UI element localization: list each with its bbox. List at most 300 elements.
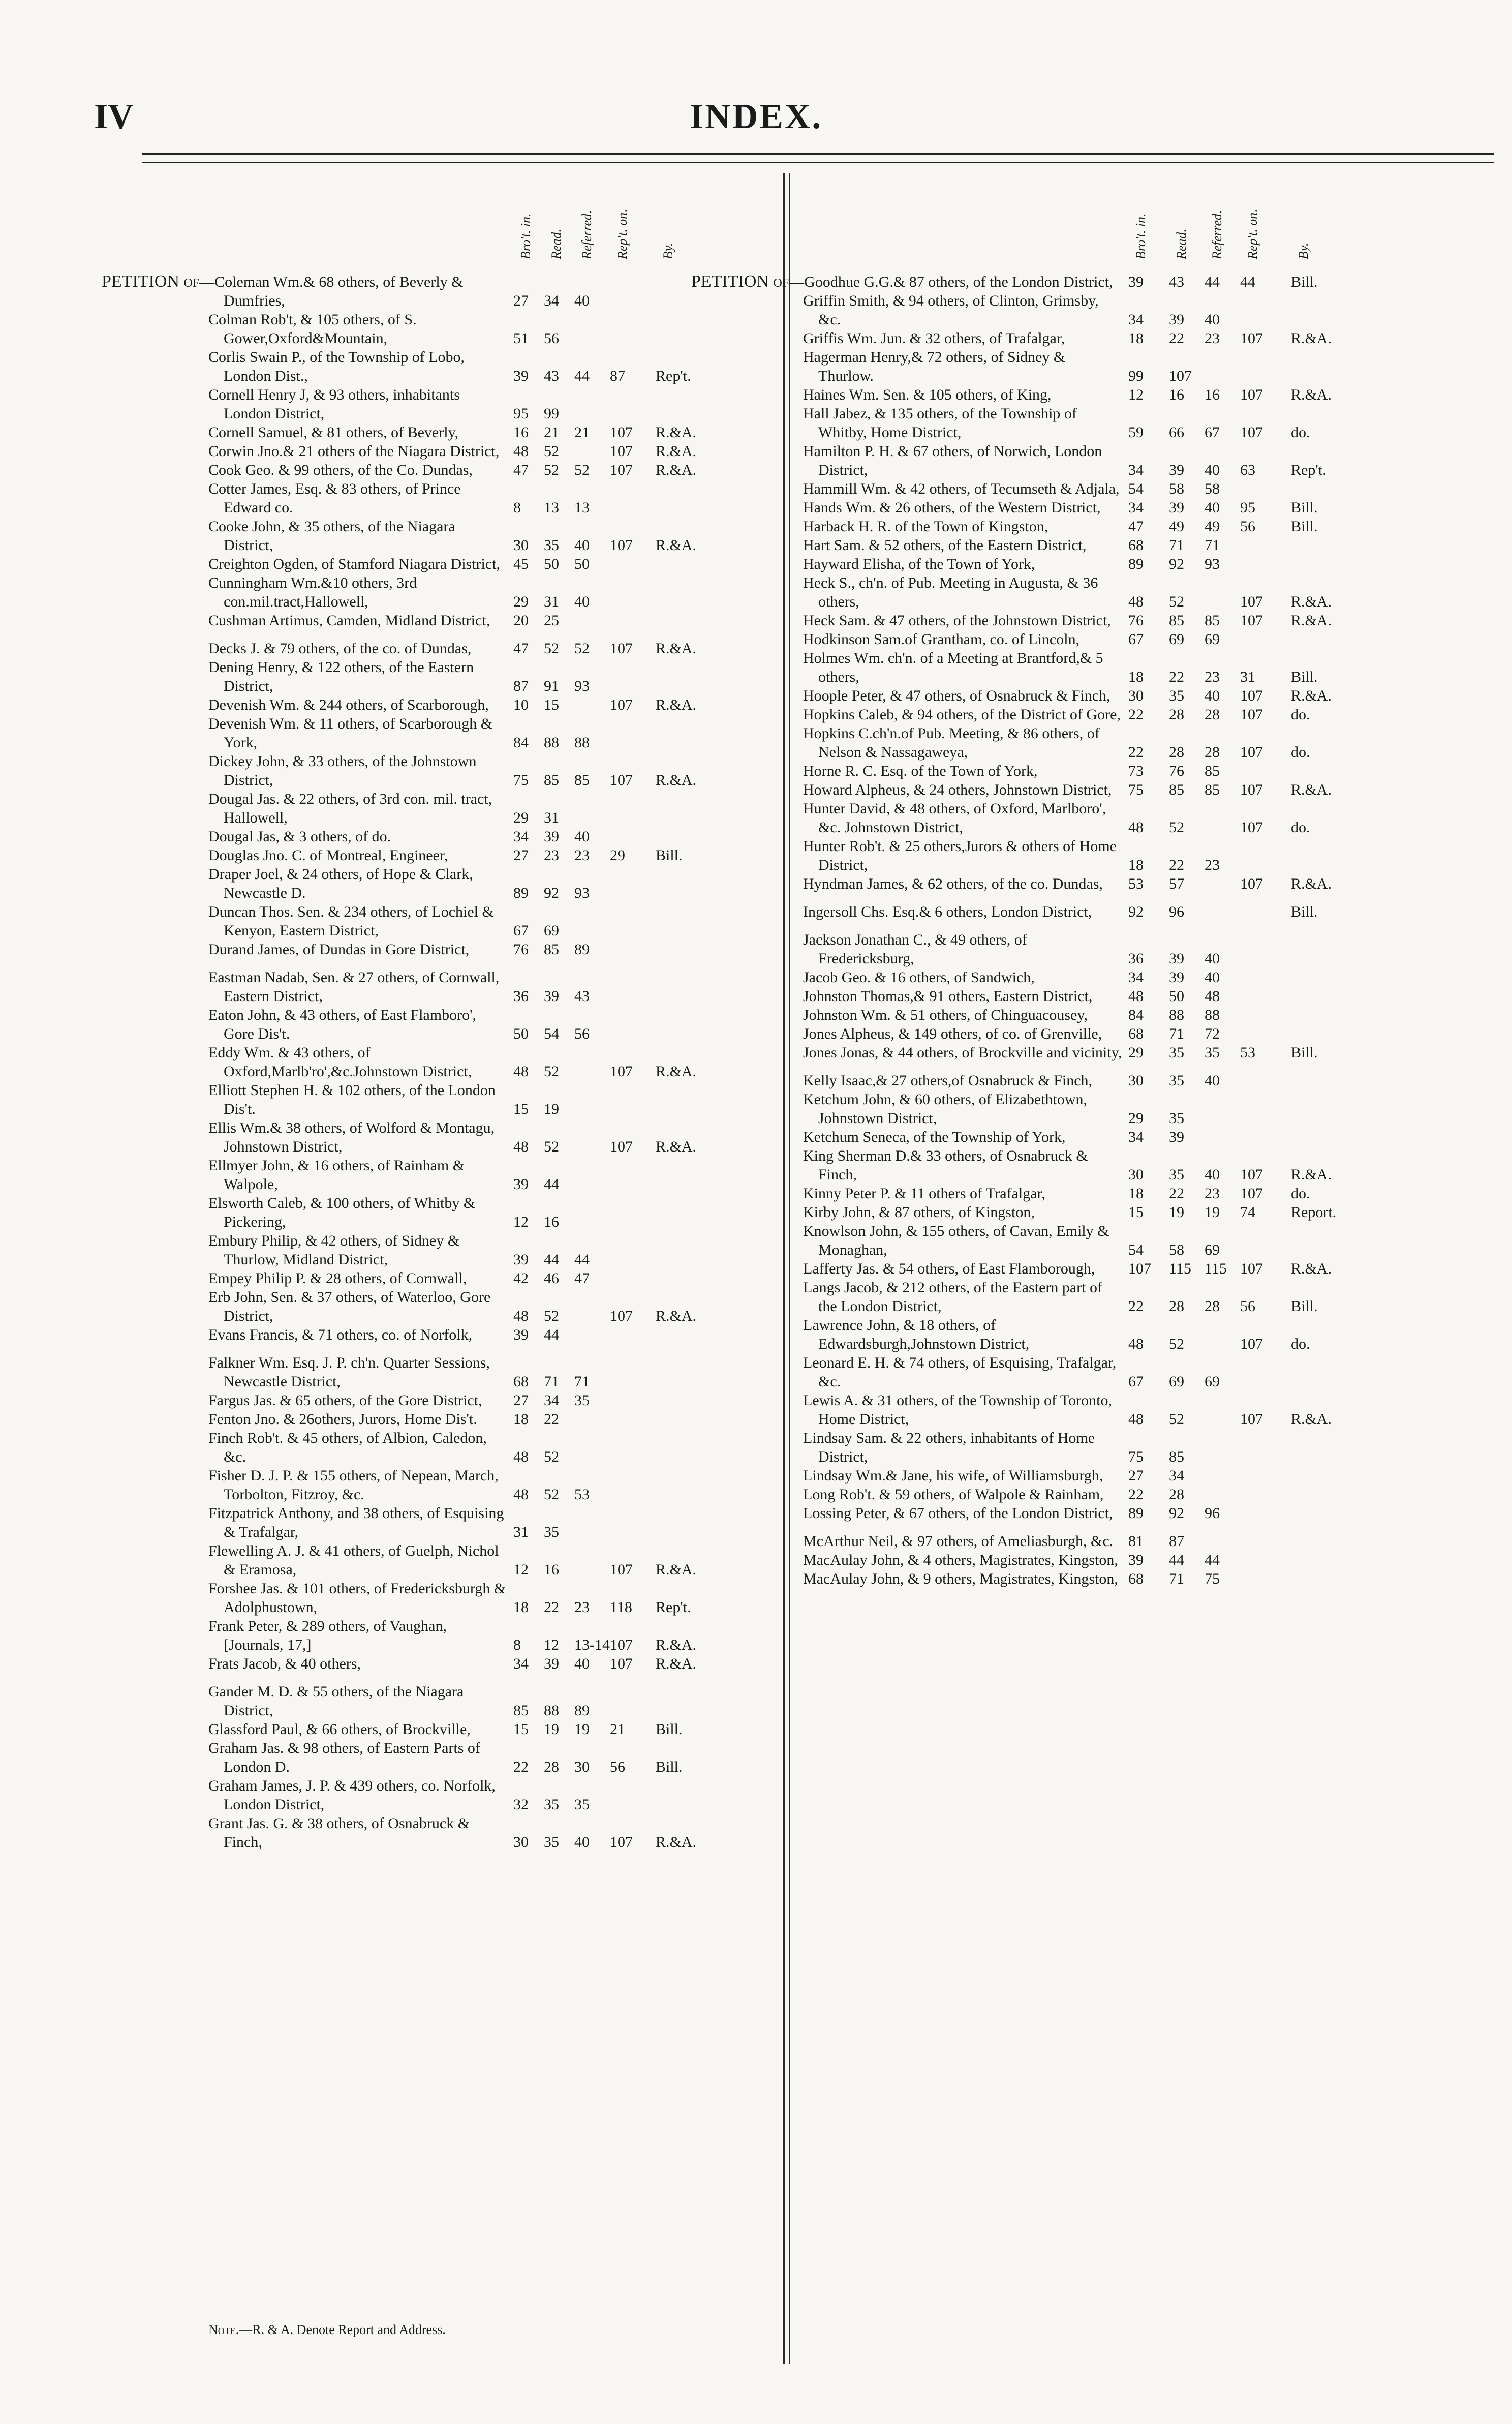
column-divider: [783, 173, 785, 2364]
by-value: R.&A.: [1291, 687, 1332, 704]
index-entry: [803, 291, 1443, 329]
index-entry: [803, 1278, 1443, 1316]
referred-value: 23: [1205, 669, 1220, 685]
entry-name: Devenish Wm. & 11 others, of Scarborough & York,: [208, 715, 493, 751]
entry-name: King Sherman D.& 33 others, of Osnabruck & Finch,: [803, 1147, 1088, 1183]
read-value: 13: [544, 499, 559, 516]
reported-on-value: 118: [610, 1599, 632, 1616]
index-entry: [803, 930, 1443, 968]
index-entry: [208, 1682, 778, 1720]
index-entry: [208, 968, 778, 1006]
reported-on-value: 107: [1240, 424, 1263, 441]
entry-text: [803, 1353, 1123, 1391]
referred-value: 35: [574, 1392, 590, 1409]
entry-name: Hopkins Caleb, & 94 others, of the District of Gore,: [803, 706, 1121, 723]
entry-name: Elsworth Caleb, & 100 others, of Whitby & Pickering,: [208, 1195, 476, 1230]
referred-value: 40: [1205, 687, 1220, 704]
index-entry: [803, 968, 1443, 987]
brought-in-value: 15: [1128, 1204, 1144, 1221]
referred-value: 23: [1205, 857, 1220, 873]
brought-in-value: 12: [513, 1561, 529, 1578]
read-value: 76: [1169, 763, 1184, 779]
entry-text: [208, 1776, 508, 1814]
read-value: 19: [544, 1101, 559, 1117]
referred-value: 56: [574, 1025, 590, 1042]
brought-in-value: 22: [1128, 1486, 1144, 1503]
entry-text: [208, 1269, 508, 1288]
entry-text: [208, 1006, 508, 1043]
reported-on-value: 107: [1240, 330, 1263, 347]
read-value: 34: [1169, 1467, 1184, 1484]
entry-name: Falkner Wm. Esq. J. P. ch'n. Quarter Sessions, Newcastle District,: [208, 1354, 490, 1390]
referred-value: 52: [574, 462, 590, 478]
column-header-label: Bro't. in.: [518, 213, 533, 259]
read-value: 39: [544, 988, 559, 1005]
reported-on-value: 107: [1240, 593, 1263, 610]
entry-text: [803, 1532, 1123, 1551]
entry-name: Graham James, J. P. & 439 others, co. Norfolk, London District,: [208, 1777, 496, 1813]
entry-text: [208, 846, 508, 865]
index-entry: [803, 874, 1443, 893]
entry-name: Griffin Smith, & 94 others, of Clinton, Grimsby, &c.: [803, 292, 1099, 328]
brought-in-value: 18: [1128, 669, 1144, 685]
entry-text: [208, 611, 508, 630]
entry-name: Goodhue G.G.& 87 others, of the London District,: [804, 274, 1113, 290]
referred-value: 35: [1205, 1044, 1220, 1061]
reported-on-value: 107: [610, 462, 633, 478]
entry-text: [803, 291, 1123, 329]
referred-value: 40: [1205, 969, 1220, 986]
entry-name: Jacob Geo. & 16 others, of Sandwich,: [803, 969, 1035, 986]
entry-text: [803, 762, 1123, 780]
by-value: Bill.: [656, 847, 683, 864]
entry-text: [208, 1814, 508, 1852]
index-entry: [208, 1006, 778, 1043]
brought-in-value: 85: [513, 1702, 529, 1719]
entry-name: Decks J. & 79 others, of the co. of Dundas,: [208, 640, 472, 657]
brought-in-value: 54: [1128, 480, 1144, 497]
entry-text: [803, 348, 1123, 385]
referred-value: 69: [1205, 1373, 1220, 1390]
reported-on-value: 107: [1240, 875, 1263, 892]
reported-on-value: 107: [610, 1308, 633, 1324]
reported-on-value: 63: [1240, 462, 1255, 478]
entry-text: [803, 1146, 1123, 1184]
referred-value: 47: [574, 1270, 590, 1287]
entry-name: Fenton Jno. & 26others, Jurors, Home Dis't.: [208, 1411, 477, 1428]
entry-text: [208, 695, 508, 714]
entry-name: Lindsay Wm.& Jane, his wife, of Williamsburgh,: [803, 1467, 1103, 1484]
entry-text: [803, 630, 1123, 649]
by-value: Bill.: [1291, 1044, 1318, 1061]
brought-in-value: 47: [513, 640, 529, 657]
index-entry: [208, 1269, 778, 1288]
entry-name: Graham Jas. & 98 others, of Eastern Parts of London D.: [208, 1740, 480, 1775]
referred-value: 71: [1205, 537, 1220, 554]
entry-text: [208, 658, 508, 695]
entry-text: [803, 329, 1123, 348]
index-entry: [803, 1006, 1443, 1024]
read-value: 35: [544, 1796, 559, 1813]
read-value: 35: [1169, 687, 1184, 704]
reported-on-value: 107: [610, 772, 633, 789]
entry-name: Coleman Wm.& 68 others, of Beverly & Dumfries,: [214, 274, 464, 309]
entry-text: PETITION of—Goodhue G.G.& 87 others, of the London District,: [691, 272, 1113, 291]
index-entry: [208, 940, 778, 959]
index-entry: [803, 724, 1443, 762]
entry-text: [208, 1617, 508, 1654]
read-value: 107: [1169, 368, 1192, 384]
read-value: 85: [544, 772, 559, 789]
brought-in-value: 8: [513, 1637, 521, 1653]
reported-on-value: 31: [1240, 669, 1255, 685]
referred-value: 69: [1205, 1241, 1220, 1258]
brought-in-value: 68: [1128, 537, 1144, 554]
entry-name: Dougal Jas. & 22 others, of 3rd con. mil. tract, Hallowell,: [208, 791, 492, 826]
brought-in-value: 18: [1128, 330, 1144, 347]
entry-name: Howard Alpheus, & 24 others, Johnstown District,: [803, 781, 1112, 798]
entry-text: [803, 1128, 1123, 1146]
by-value: R.&A.: [1291, 386, 1332, 403]
referred-value: 49: [1205, 518, 1220, 535]
referred-value: 88: [574, 734, 590, 751]
read-value: 66: [1169, 424, 1184, 441]
read-value: 85: [1169, 781, 1184, 798]
entry-name: Kirby John, & 87 others, of Kingston,: [803, 1204, 1035, 1221]
index-entry: [803, 1259, 1443, 1278]
brought-in-value: 18: [1128, 1185, 1144, 1202]
brought-in-value: 18: [513, 1599, 529, 1616]
index-entry: [803, 1391, 1443, 1429]
read-value: 21: [544, 424, 559, 441]
index-entry: [208, 1156, 778, 1194]
brought-in-value: 48: [513, 1486, 529, 1503]
brought-in-value: 59: [1128, 424, 1144, 441]
index-entry: [803, 705, 1443, 724]
by-value: R.&A.: [656, 424, 697, 441]
read-value: 88: [544, 1702, 559, 1719]
entry-name: Johnston Thomas,& 91 others, Eastern District,: [803, 988, 1093, 1005]
entry-text: [803, 705, 1123, 724]
brought-in-value: 22: [513, 1759, 529, 1775]
brought-in-value: 34: [1128, 969, 1144, 986]
read-value: 85: [1169, 1448, 1184, 1465]
index-entry: [208, 1325, 778, 1344]
entry-text: [803, 611, 1123, 630]
referred-value: 43: [574, 988, 590, 1005]
referred-value: 71: [574, 1373, 590, 1390]
index-entry: [803, 404, 1443, 442]
read-value: 69: [1169, 631, 1184, 648]
index-entry: [208, 1194, 778, 1231]
entry-name: MacAulay John, & 9 others, Magistrates, Kingston,: [803, 1570, 1118, 1587]
brought-in-value: 84: [1128, 1007, 1144, 1023]
entry-name: Cornell Samuel, & 81 others, of Beverly,: [208, 424, 459, 441]
referred-value: 40: [574, 593, 590, 610]
index-entry: [803, 348, 1443, 385]
reported-on-value: 107: [610, 1637, 633, 1653]
referred-value: 28: [1205, 1298, 1220, 1315]
entry-name: Haines Wm. Sen. & 105 others, of King,: [803, 386, 1052, 403]
referred-value: 96: [1205, 1505, 1220, 1522]
entry-name: Knowlson John, & 155 others, of Cavan, Emily & Monaghan,: [803, 1223, 1109, 1258]
entry-name: Empey Philip P. & 28 others, of Cornwall,: [208, 1270, 467, 1287]
entry-text: [208, 1391, 508, 1410]
entry-name: Frats Jacob, & 40 others,: [208, 1655, 361, 1672]
brought-in-value: 30: [1128, 1072, 1144, 1089]
referred-value: 44: [574, 1251, 590, 1268]
entry-name: Hyndman James, & 62 others, of the co. Dundas,: [803, 875, 1103, 892]
index-entry: [803, 442, 1443, 479]
brought-in-value: 27: [513, 292, 529, 309]
read-value: 16: [544, 1214, 559, 1230]
referred-value: 19: [1205, 1204, 1220, 1221]
referred-value: 40: [574, 828, 590, 845]
entry-name: Elliott Stephen H. & 102 others, of the London Dis't.: [208, 1082, 496, 1117]
entry-text: [208, 865, 508, 902]
read-value: 44: [544, 1176, 559, 1193]
read-value: 43: [1169, 274, 1184, 290]
entry-name: Cushman Artimus, Camden, Midland District,: [208, 612, 490, 629]
entry-name: Cotter James, Esq. & 83 others, of Prince Edward co.: [208, 480, 461, 516]
entry-text: [803, 799, 1123, 837]
brought-in-value: 68: [1128, 1025, 1144, 1042]
by-value: R.&A.: [656, 443, 697, 460]
brought-in-value: 34: [1128, 311, 1144, 328]
entry-text: [208, 1541, 508, 1579]
entry-text: [208, 790, 508, 827]
index-entry: [208, 1410, 778, 1429]
by-value: R.&A.: [1291, 593, 1332, 610]
entry-name: Corwin Jno.& 21 others of the Niagara District,: [208, 443, 500, 460]
referred-value: 89: [574, 1702, 590, 1719]
read-value: 35: [1169, 1044, 1184, 1061]
index-entry: [803, 1532, 1443, 1551]
index-entry: [803, 1504, 1443, 1523]
entry-text: [208, 1504, 508, 1541]
index-entry: [803, 686, 1443, 705]
header-rule-thin: [142, 162, 1494, 163]
entry-name: Johnston Wm. & 51 others, of Chinguacousey,: [803, 1007, 1088, 1023]
read-value: 87: [1169, 1533, 1184, 1550]
entry-name: Lewis A. & 31 others, of the Township of Toronto, Home District,: [803, 1392, 1112, 1428]
read-value: 57: [1169, 875, 1184, 892]
left-column: [102, 183, 778, 1852]
read-value: 22: [1169, 669, 1184, 685]
column-header-label: Bro't. in.: [1133, 213, 1148, 259]
entry-name: Griffis Wm. Jun. & 32 others, of Trafalgar,: [803, 330, 1065, 347]
read-value: 31: [544, 809, 559, 826]
referred-value: 72: [1205, 1025, 1220, 1042]
entry-name: Cunningham Wm.&10 others, 3rd con.mil.tract,Hallowell,: [208, 574, 417, 610]
read-value: 85: [544, 941, 559, 958]
index-entry: [208, 1617, 778, 1654]
index-entry: [803, 536, 1443, 555]
entry-name: MacAulay John, & 4 others, Magistrates, Kingston,: [803, 1552, 1118, 1568]
entry-name: Lawrence John, & 18 others, of Edwardsburgh,Johnstown District,: [803, 1317, 1030, 1352]
by-value: R.&A.: [656, 1138, 697, 1155]
referred-value: 58: [1205, 480, 1220, 497]
index-entry: [208, 846, 778, 865]
entry-name: Durand James, of Dundas in Gore District,: [208, 941, 470, 958]
read-value: 49: [1169, 518, 1184, 535]
reported-on-value: 107: [610, 1834, 633, 1851]
index-entry: [803, 479, 1443, 498]
referred-value: 85: [1205, 781, 1220, 798]
read-value: 69: [1169, 1373, 1184, 1390]
by-value: Bill.: [656, 1759, 683, 1775]
entry-name: Kelly Isaac,& 27 others,of Osnabruck & Finch,: [803, 1072, 1093, 1089]
brought-in-value: 29: [1128, 1044, 1144, 1061]
entry-text: [208, 1194, 508, 1231]
index-entry: [208, 1541, 778, 1579]
read-value: 16: [1169, 386, 1184, 403]
reported-on-value: 107: [1240, 744, 1263, 761]
entry-text: [208, 968, 508, 1006]
read-value: 25: [544, 612, 559, 629]
referred-value: 40: [1205, 1072, 1220, 1089]
index-entry: [803, 1024, 1443, 1043]
brought-in-value: 39: [513, 1326, 529, 1343]
reported-on-value: 107: [610, 640, 633, 657]
entry-name: Eddy Wm. & 43 others, of Oxford,Marlb'ro',&c.Johnstown District,: [208, 1044, 472, 1080]
entry-name: Hammill Wm. & 42 others, of Tecumseth & Adjala,: [803, 480, 1120, 497]
index-entry: [208, 639, 778, 658]
index-entry: [208, 1081, 778, 1118]
reported-on-value: 107: [610, 443, 633, 460]
brought-in-value: 15: [513, 1101, 529, 1117]
entry-text: [803, 987, 1123, 1006]
reported-on-value: 107: [610, 424, 633, 441]
column-header-label: Referred.: [1210, 210, 1224, 259]
reported-on-value: 107: [1240, 612, 1263, 629]
brought-in-value: 48: [513, 1138, 529, 1155]
read-value: 52: [544, 1486, 559, 1503]
by-value: R.&A.: [656, 1655, 697, 1672]
entry-text: [803, 1569, 1123, 1588]
read-value: 115: [1169, 1260, 1191, 1277]
read-value: 58: [1169, 480, 1184, 497]
entry-text: [803, 686, 1123, 705]
read-value: 28: [1169, 706, 1184, 723]
entry-name: Hopkins C.ch'n.of Pub. Meeting, & 86 others, of Nelson & Nassagaweya,: [803, 725, 1100, 761]
entry-text: [803, 555, 1123, 573]
entry-name: Ketchum Seneca, of the Township of York,: [803, 1129, 1066, 1145]
read-value: 71: [544, 1373, 559, 1390]
reported-on-value: 107: [610, 696, 633, 713]
entry-name: Ketchum John, & 60 others, of Elizabethtown, Johnstown District,: [803, 1091, 1088, 1127]
read-value: 35: [544, 1834, 559, 1851]
read-value: 88: [544, 734, 559, 751]
index-entry: [208, 555, 778, 573]
entry-text: [208, 479, 508, 517]
entry-text: [208, 1231, 508, 1269]
read-value: 92: [544, 885, 559, 901]
read-value: 52: [1169, 819, 1184, 836]
by-value: R.&A.: [656, 772, 697, 789]
by-value: do.: [1291, 1185, 1310, 1202]
by-value: R.&A.: [656, 1308, 697, 1324]
index-entry: [208, 1231, 778, 1269]
column-header-label: Read.: [549, 229, 564, 259]
brought-in-value: 68: [1128, 1570, 1144, 1587]
index-entry: [208, 1118, 778, 1156]
index-entry: [803, 385, 1443, 404]
brought-in-value: 47: [513, 462, 529, 478]
by-value: Report.: [1291, 1204, 1337, 1221]
entry-text: PETITION of—Coleman Wm.& 68 others, of Beverly & Dumfries,: [102, 272, 464, 309]
brought-in-value: 51: [513, 330, 529, 347]
read-value: 52: [544, 1138, 559, 1155]
entry-text: [208, 1288, 508, 1325]
read-value: 52: [1169, 1336, 1184, 1352]
brought-in-value: 34: [1128, 462, 1144, 478]
referred-value: 40: [1205, 462, 1220, 478]
index-entry: [803, 1043, 1443, 1062]
index-entry: [803, 1316, 1443, 1353]
entry-name: Forshee Jas. & 101 others, of Fredericksburgh & Adolphustown,: [208, 1580, 506, 1616]
index-entry: [803, 902, 1443, 921]
by-value: Rep't.: [656, 368, 691, 384]
entry-text: [803, 780, 1123, 799]
entry-text: [803, 1184, 1123, 1203]
read-value: 44: [544, 1326, 559, 1343]
entry-name: Hunter Rob't. & 25 others,Jurors & others of Home District,: [803, 838, 1117, 873]
entry-text: [208, 385, 508, 423]
referred-value: 67: [1205, 424, 1220, 441]
brought-in-value: 84: [513, 734, 529, 751]
entry-name: Fisher D. J. P. & 155 others, of Nepean, March, Torbolton, Fitzroy, &c.: [208, 1467, 499, 1503]
entry-text: [803, 1203, 1123, 1222]
entry-text: [208, 1410, 508, 1429]
reported-on-value: 56: [1240, 1298, 1255, 1315]
read-value: 69: [544, 922, 559, 939]
brought-in-value: 34: [513, 1655, 529, 1672]
read-value: 35: [1169, 1110, 1184, 1127]
entry-text: [208, 1682, 508, 1720]
referred-value: 40: [1205, 1166, 1220, 1183]
index-entry: [208, 1720, 778, 1739]
index-entry: [208, 658, 778, 695]
referred-value: 85: [574, 772, 590, 789]
brought-in-value: 95: [513, 405, 529, 422]
brought-in-value: 45: [513, 556, 529, 572]
lead-word: PETITION of: [102, 272, 200, 291]
entry-name: Hall Jabez, & 135 others, of the Township of Whitby, Home District,: [803, 405, 1077, 441]
entry-text: [208, 1739, 508, 1776]
read-value: 54: [544, 1025, 559, 1042]
reported-on-value: 107: [1240, 819, 1263, 836]
column-header-label: By.: [1296, 243, 1311, 259]
by-value: Bill.: [1291, 499, 1318, 516]
entry-name: Hodkinson Sam.of Grantham, co. of Lincoln,: [803, 631, 1080, 648]
entry-name: Eaton John, & 43 others, of East Flamboro', Gore Dis't.: [208, 1007, 477, 1042]
entry-name: Hagerman Henry,& 72 others, of Sidney & Thurlow.: [803, 349, 1066, 384]
index-entry: [208, 790, 778, 827]
by-value: Rep't.: [656, 1599, 691, 1616]
entry-text: [803, 1278, 1123, 1316]
entry-name: Douglas Jno. C. of Montreal, Engineer,: [208, 847, 448, 864]
brought-in-value: 34: [513, 828, 529, 845]
referred-value: 75: [1205, 1570, 1220, 1587]
entry-text: [803, 1024, 1123, 1043]
referred-value: 35: [574, 1796, 590, 1813]
brought-in-value: 27: [1128, 1467, 1144, 1484]
lead-word: PETITION of: [691, 272, 789, 291]
by-value: R.&A.: [656, 1637, 697, 1653]
entry-text: [208, 1118, 508, 1156]
reported-on-value: 74: [1240, 1204, 1255, 1221]
